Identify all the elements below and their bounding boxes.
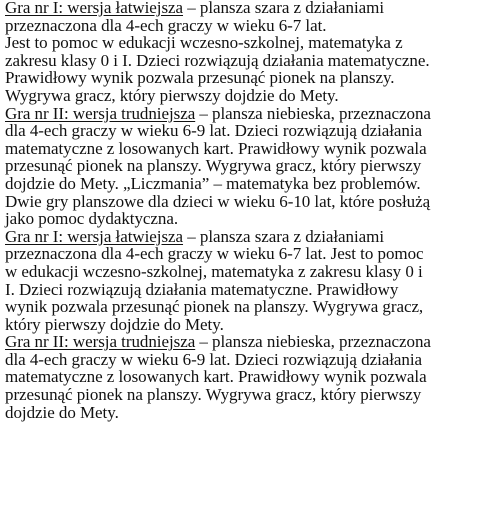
line-text: dla 4-ech graczy w wieku 6-9 lat. Dzieci rozwiązują działania — [5, 349, 423, 369]
text-line — [5, 140, 475, 158]
text-line — [5, 245, 475, 263]
line-text: który pierwszy dojdzie do Mety. — [5, 314, 224, 334]
line-text: – plansza szara z działaniami — [183, 226, 384, 246]
line-text: zakresu klasy 0 i I. Dzieci rozwiązują działania matematyczne. — [5, 50, 430, 70]
game-variant-heading: Gra nr I: wersja łatwiejsza — [5, 0, 184, 17]
line-text: dojdzie do Mety. „Liczmania” – matematyka bez problemów. — [5, 173, 421, 193]
text-line — [5, 316, 475, 334]
game-variant-heading: Gra nr II: wersja trudniejsza — [5, 332, 196, 352]
line-text: – plansza szara z działaniami — [183, 0, 384, 17]
line-text: przesunąć pionek na planszy. Wygrywa gracz, który pierwszy — [5, 156, 422, 176]
text-line — [5, 175, 475, 193]
line-text: jako pomoc dydaktyczna. — [5, 209, 179, 229]
text-line — [5, 404, 475, 422]
text-line — [5, 351, 475, 369]
line-text: w edukacji wczesno-szkolnej, matematyka z zakresu klasy 0 i — [5, 261, 423, 281]
text-line — [5, 105, 475, 123]
text-line — [5, 17, 475, 35]
line-text: dla 4-ech graczy w wieku 6-9 lat. Dzieci rozwiązują działania — [5, 121, 423, 141]
line-text: matematyczne z losowanych kart. Prawidłowy wynik pozwala — [5, 367, 427, 387]
line-text: – plansza niebieska, przeznaczona — [195, 103, 431, 123]
line-text: dojdzie do Mety. — [5, 402, 119, 422]
text-line — [5, 157, 475, 175]
line-text: przeznaczona dla 4-ech graczy w wieku 6-7 lat. — [5, 15, 327, 35]
text-line — [5, 386, 475, 404]
line-text: Jest to pomoc w edukacji wczesno-szkolnej, matematyka z — [5, 33, 403, 53]
text-line — [5, 87, 475, 105]
line-text: przeznaczona dla 4-ech graczy w wieku 6-7 lat. Jest to pomoc — [5, 244, 424, 264]
line-text: wynik pozwala przesunąć pionek na planszy. Wygrywa gracz, — [5, 297, 424, 317]
line-text: Wygrywa gracz, który pierwszy dojdzie do Mety. — [5, 85, 339, 105]
text-line — [5, 333, 475, 351]
text-line — [5, 69, 475, 87]
text-line — [5, 34, 475, 52]
line-text: Prawidłowy wynik pozwala przesunąć pionek na planszy. — [5, 68, 395, 88]
text-line — [5, 210, 475, 228]
text-line — [5, 263, 475, 281]
line-text: – plansza niebieska, przeznaczona — [195, 332, 431, 352]
text-line — [5, 193, 475, 211]
text-line — [5, 281, 475, 299]
text-line — [5, 228, 475, 246]
line-text: I. Dzieci rozwiązują działania matematyczne. Prawidłowy — [5, 279, 399, 299]
game-variant-heading: Gra nr II: wersja trudniejsza — [5, 103, 196, 123]
text-line — [5, 298, 475, 316]
text-line — [5, 122, 475, 140]
line-text: Dwie gry planszowe dla dzieci w wieku 6-10 lat, które posłużą — [5, 191, 431, 211]
line-text: przesunąć pionek na planszy. Wygrywa gracz, który pierwszy — [5, 385, 422, 405]
line-text: matematyczne z losowanych kart. Prawidłowy wynik pozwala — [5, 138, 427, 158]
text-line — [5, 368, 475, 386]
game-variant-heading: Gra nr I: wersja łatwiejsza — [5, 226, 184, 246]
text-line — [5, 0, 475, 17]
text-line — [5, 52, 475, 70]
